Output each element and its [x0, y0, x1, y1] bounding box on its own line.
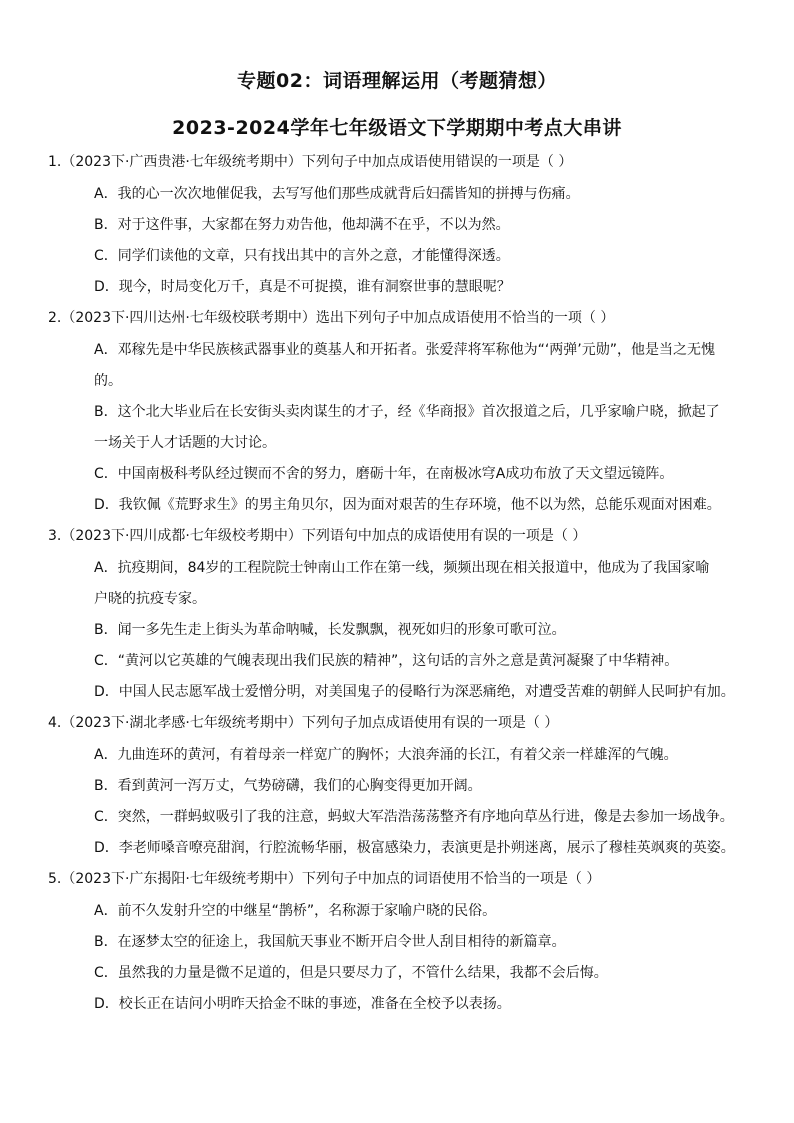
question-1-stem: 1.（2023下·广西贵港·七年级统考期中）下列句子中加点成语使用错误的一项是（ ）: [48, 154, 573, 170]
question-2-option-d: D．我钦佩《荒野求生》的男主角贝尔，因为面对艰苦的生存环境，他不以为然，总能乐观面对困难。: [94, 497, 721, 513]
question-4-option-d: D．李老师嗓音嘹亮甜润，行腔流畅华丽，极富感染力，表演更是扑朔迷离，展示了穆桂英飒爽的英姿。: [94, 840, 735, 856]
question-2-option-b: B．这个北大毕业后在长安街头卖肉谋生的才子，经《华商报》首次报道之后，几乎家喻户晓，掀起了: [94, 404, 720, 420]
question-3-option-a: A．抗疫期间，84岁的工程院院士钟南山工作在第一线，频频出现在相关报道中，他成为了我国家喻: [94, 560, 710, 576]
question-2-option-b-cont: 一场关于人才话题的大讨论。: [94, 435, 276, 451]
question-2-option-c: C．中国南极科考队经过锲而不舍的努力，磨砺十年，在南极冰穹A成功布放了天文望远镜阵。: [94, 466, 674, 482]
question-3-option-d: D．中国人民志愿军战士爱憎分明，对美国鬼子的侵略行为深恶痛绝，对遭受苦难的朝鲜人民呵护有加。: [94, 684, 735, 700]
question-5-option-d: D．校长正在诘问小明昨天拾金不昧的事迹，准备在全校予以表扬。: [94, 996, 511, 1012]
document-title: 专题02：词语理解运用（考题猜想）: [237, 70, 557, 92]
question-1-option-b: B．对于这件事，大家都在努力劝告他，他却满不在乎，不以为然。: [94, 217, 510, 233]
question-5-option-b: B．在逐梦太空的征途上，我国航天事业不断开启令世人刮目相待的新篇章。: [94, 934, 566, 950]
question-2-option-a: A．邓稼先是中华民族核武器事业的奠基人和开拓者。张爱萍将军称他为“‘两弹’元勋”，他是当之无愧: [94, 342, 715, 358]
question-2-stem: 2.（2023下·四川达州·七年级校联考期中）选出下列句子中加点成语使用不恰当的一项（ ）: [48, 310, 615, 326]
question-5-stem: 5.（2023下·广东揭阳·七年级统考期中）下列句子中加点的词语使用不恰当的一项是（ ）: [48, 871, 601, 887]
question-1-option-d: D．现今，时局变化万千，真是不可捉摸，谁有洞察世事的慧眼呢？: [94, 279, 511, 295]
question-4-stem: 4.（2023下·湖北孝感·七年级统考期中）下列句子加点成语使用有误的一项是（ ）: [48, 715, 559, 731]
document-subtitle: 2023-2024学年七年级语文下学期期中考点大串讲: [172, 117, 622, 139]
question-5-option-a: A．前不久发射升空的中继星“鹊桥”，名称源于家喻户晓的民俗。: [94, 903, 497, 919]
question-4-option-c: C．突然，一群蚂蚁吸引了我的注意，蚂蚁大军浩浩荡荡整齐有序地向草丛行进，像是去参加一场战争。: [94, 809, 734, 825]
question-4-option-b: B．看到黄河一泻万丈，气势磅礴，我们的心胸变得更加开阔。: [94, 778, 482, 794]
question-2-option-a-cont: 的。: [94, 373, 122, 389]
question-3-option-b: B．闻一多先生走上街头为革命呐喊，长发飘飘，视死如归的形象可歌可泣。: [94, 622, 566, 638]
question-3-option-a-cont: 户晓的抗疫专家。: [94, 591, 206, 607]
question-1-option-c: C．同学们读他的文章，只有找出其中的言外之意，才能懂得深透。: [94, 248, 510, 264]
question-3-stem: 3.（2023下·四川成都·七年级校考期中）下列语句中加点的成语使用有误的一项是（ ）: [48, 528, 587, 544]
question-5-option-c: C．虽然我的力量是微不足道的，但是只要尽力了，不管什么结果，我都不会后悔。: [94, 965, 608, 981]
question-4-option-a: A．九曲连环的黄河，有着母亲一样宽广的胸怀；大浪奔涌的长江，有着父亲一样雄浑的气魄。: [94, 747, 678, 763]
question-3-option-c: C．“黄河以它英雄的气魄表现出我们民族的精神”，这句话的言外之意是黄河凝聚了中华精神。: [94, 653, 679, 669]
question-1-option-a: A．我的心一次次地催促我，去写写他们那些成就背后妇孺皆知的拼搏与伤痛。: [94, 186, 580, 202]
